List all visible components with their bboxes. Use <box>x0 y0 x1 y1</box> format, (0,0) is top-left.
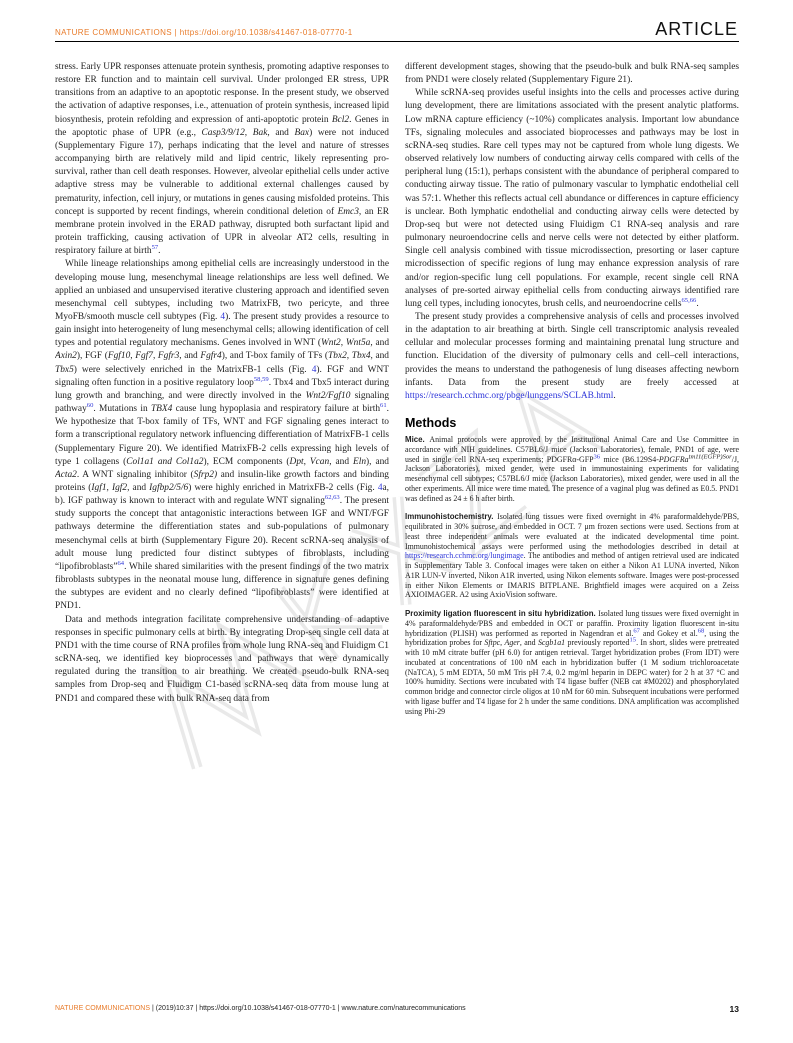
method-paragraph <box>405 512 739 600</box>
italic-gene-name: Igf2 <box>111 483 128 493</box>
text-run: , and <box>519 638 538 648</box>
italic-gene-name: Acta2 <box>55 469 77 480</box>
text-run: , an ER membrane protein involved in the ERAD pathway, disrupted both surfactant lipid and protein trafficking, causing activation of UPR in alveolar AT2 cells, resulting in respiratory failure at birth <box>55 206 389 257</box>
text-run: . In short, slides were pretreated with 10 mM citrate buffer (pH 6.0) for antigen retrieval. Target hybridization probes (From IDT) were incubated at concentrations of 100 nM each in hybridization buffer (1 M sodium trichloroacetate (NaTCA), 5 mM EDTA, 50 mM Tris pH 7.4, 0.2 mg/ml heparin in DEPC water) for 2 h at 37 °C and 100% humidity. Sections were incubated with T4 ligase buffer (NEB cat #M0202) and phosphorylated common bridge and connector circle oligos at 10 nM for 60 min. Subsequent incubations were performed with ligase buffer and T4 ligase for 2 h under the same conditions. DNA amplification was accomplished using Phi-29 <box>405 638 739 716</box>
italic-gene-name: Wnt5a <box>345 338 371 349</box>
method-paragraph <box>405 609 739 716</box>
text-run: , <box>130 351 136 362</box>
gene-allele-superscript: tm11(EGFP)Sor <box>688 452 732 460</box>
footer-journal-name: NATURE COMMUNICATIONS <box>55 1005 151 1012</box>
italic-gene-name: Emc3 <box>337 206 359 217</box>
text-run: ), and <box>366 456 389 467</box>
body-paragraph <box>55 614 389 706</box>
italic-gene-name: Tbx2 <box>328 351 347 362</box>
text-run: , and <box>370 338 389 349</box>
text-run: , using the hybridization probes for <box>405 628 739 648</box>
text-run: , <box>244 127 253 138</box>
italic-gene-name: Bax <box>294 127 310 138</box>
text-run: , <box>106 483 112 493</box>
method-section-label: Proximity ligation fluorescent in situ hybridization. <box>405 609 599 619</box>
reference-superscript[interactable]: 67 <box>633 626 640 634</box>
reference-superscript[interactable]: 64 <box>117 559 125 567</box>
text-run: /J, Jackson Laboratories), mixed gender, were used in immunostaining experiments for validating mesenchymal cell subtypes; C57BL6/J mice (Jackson Laboratories), mixed gender, were used in all the other experiments. All mice were time mated. The presence of a vaginal plug was defined as E0.5. PND1 was defined as 24 ± 6 h after birth. <box>405 454 739 503</box>
text-run: ) were selectively enriched in the MatrixFB-1 cells (Fig. <box>73 364 312 375</box>
italic-gene-name: TBX4 <box>150 404 173 415</box>
italic-gene-name: Casp3/9/12 <box>201 127 245 138</box>
text-run: , and <box>329 456 353 467</box>
journal-doi-line[interactable]: NATURE COMMUNICATIONS | https://doi.org/10.1038/s41467-018-07770-1 <box>55 28 353 37</box>
page-number: 13 <box>729 1004 739 1014</box>
text-run: different development stages, showing that the pseudo-bulk and bulk RNA-seq samples from PND1 were closely related (Supplementary Figure 21). <box>405 62 739 86</box>
italic-gene-name: Tbx5 <box>55 364 74 375</box>
body-paragraph <box>55 61 389 258</box>
text-run: , <box>340 338 346 349</box>
text-run: , and <box>267 127 295 138</box>
text-run: . Mutations in <box>93 404 151 415</box>
italic-gene-name: Bak <box>252 127 268 138</box>
text-run: ), and T-box family of TFs ( <box>221 351 329 362</box>
italic-gene-name: Dpt <box>289 456 304 467</box>
body-paragraph <box>55 258 389 613</box>
italic-gene-name: Fgf10 <box>107 351 131 362</box>
text-run: cause lung hypoplasia and respiratory failure at birth <box>172 404 381 415</box>
text-run: , <box>303 456 310 467</box>
text-run: ) were not induced (Supplementary Figure 17), perhaps indicating that the level and nature of stresses accompanying birth are relatively mild and lipid centric, likely representing pro-survival, rather than cell death responses. However, alveolar epithelial cells under active adaptive stress may be vulnerable to additional external challenges caused by prematurity, infection, cell injury, or mutations in genes causing misfolded proteins. This concept is supported by recent findings, wherein conditional deletion of <box>55 127 389 217</box>
reference-superscript[interactable]: 61 <box>380 401 387 409</box>
italic-gene-name: Col1a1 and Col1a2 <box>126 456 204 467</box>
inline-link[interactable]: 4 <box>220 311 226 322</box>
text-run: . The present study supports the concept that antagonistic interactions between IGF and WNT/FGF pathways determine the differentiation states and sub-populations of pulmonary mesenchymal cells at birth (Supplementary Figure 20). Recent scRNA-seq analysis of adult mouse lung predicted four distinct subtypes of fibroblasts, including “lipofibroblasts” <box>55 496 389 572</box>
italic-gene-name: Vcan <box>309 456 330 467</box>
left-column <box>55 61 389 999</box>
reference-superscript[interactable]: 62,63 <box>324 494 340 502</box>
italic-gene-name: Sftpc <box>484 638 501 648</box>
inline-link[interactable]: https://research.cchmc.org/lungimage <box>405 551 524 561</box>
italic-gene-name: Sfrp2) <box>193 469 218 480</box>
text-run: The present study provides a comprehensive analysis of cells and processes involved in the adaptation to air breathing at birth. Single cell transcriptomic analysis revealed cellular and molecular processes forming and maintaining prenatal lung structure and function. Elucidation of the diversity of pulmonary cells and cell–cell interactions, provides the means to understand the pathogenesis of lung diseases affecting newborn infants. Data from the present study are freely accessed at <box>405 311 739 388</box>
italic-gene-name: Wnt2/Fgf10 <box>305 390 351 401</box>
text-run: Animal protocols were approved by the Institutional Animal Care and Use Committee in accordance with NIH guidelines. C57BL6/J mice (Jackson Laboratories), female, PND1 of age, were used in single cell RNA-seq experiments; PDGFRα-GFP <box>405 435 739 464</box>
text-run: signaling pathway <box>55 390 389 415</box>
italic-gene-name: Igf1 <box>91 483 107 493</box>
italic-gene-name: Bcl2 <box>331 114 350 125</box>
text-run: . While shared similarities with the present findings of the two matrix fibroblasts subtypes in the neonatal mouse lung, difference in signature genes defining the subtypes are evident and no clearly defined “lipofibroblasts” were identified at PND1. <box>55 561 389 612</box>
text-run: . A WNT signaling inhibitor ( <box>76 469 194 480</box>
text-run: and Gokey et al. <box>639 628 698 638</box>
text-run: . <box>613 390 616 401</box>
method-section-label: Immunohistochemistry. <box>405 512 498 522</box>
text-run: ), FGF ( <box>76 351 108 362</box>
text-run: , and <box>127 483 150 493</box>
body-paragraph <box>405 311 739 403</box>
reference-superscript[interactable]: 36 <box>593 452 601 460</box>
reference-superscript[interactable]: 58,59 <box>253 375 269 383</box>
text-run: . The antibodies and method of antigen retrieval used are indicated in Supplementary Table 3. Confocal images were taken on either a Nikon A1 LUNA inverted, Nikon A1R LUN-V inverted, Nikon A1R inverted, using Nikon elements software. Images were post-processed in either Nikon Elements or IMARIS BITPLANE. Brightfield images were acquired on a Zeiss AXIOIMAGER. A2 using AxioVision software. <box>405 551 739 600</box>
text-run: Data and methods integration facilitate comprehensive understanding of adaptive responses in specific pulmonary cells at birth. By integrating Drop-seq single cell data at PND1 with the time course of RNA profiles from whole lung RNA-seq and Fluidigm C1 scRNA-seq, we identified key bioprocesses and pathways that were dynamically regulated during the transition to air breathing. We created pseudo-bulk RNA-seq samples from Drop-seq and Fluidigm C1-based scRNA-seq data from mouse lung at PND1 and compared these with bulk RNA-seq data from <box>55 614 389 704</box>
inline-link[interactable]: 4 <box>311 364 317 375</box>
right-column <box>405 61 739 999</box>
inline-link[interactable]: https://research.cchmc.org/pbge/lunggens/SCLAB.html <box>405 390 614 401</box>
text-run: a, b). IGF pathway is known to interact with and regulate WNT signaling <box>55 483 389 507</box>
italic-gene-name: Axin2 <box>55 351 77 362</box>
text-run: , <box>500 638 505 648</box>
text-run: While scRNA-seq provides useful insights into the cells and processes active during lung development, there are limitations associated with the present analytic platforms. Low mRNA capture efficiency (~10%) complicates analysis. Important low abundance TFs, signaling molecules and associated bioprocesses and pathways may be lost in scRNA-seq studies. Rare cell types may not be captured from whole lung digests. We observed relatively low numbers of conducting airway cells compared with cells of the peripheral lung (15:1), perhaps consistent with the abundance of peripheral compared to conducting airway tissue. The ratio of pulmonary vascular to lymphatic endothelial cell was 57:1. Whether this reflects actual cell abundance or differences in capture efficiency is unclear. Both lymphatic endothelial and conducting airway cells were detected by Drop-seq but were not detected using Fluidigm C1 RNA-seq analysis and rare pulmonary neuroendocrine cells and nerve cells were not detected by either platform. Single cell analysis combined with tissue microdissection, presorting or laser capture microdissection of specific regions of lung may enhance expression analysis of rare and/or region-specific lung cell populations. For example, recent single cell RNA analyses of pre-sorted airway epithelial cells from conducting airways identified rare lung cell types, including ionocytes, brush cells, and neuroendocrine cells <box>405 88 739 309</box>
reference-superscript[interactable]: 57 <box>151 244 159 252</box>
text-run: , <box>346 351 352 362</box>
text-run: . Genes in the apoptotic phase of UPR (e.g., <box>55 114 389 138</box>
text-run: . <box>158 246 161 257</box>
text-run: Isolated lung tissues were fixed overnight in 4% paraformaldehyde/PBS and embedded in OCT or paraffin. Proximity ligation fluorescent in-situ hybridization (PLISH) was performed as reported in Nagendran et al. <box>405 609 739 638</box>
text-run: ) were highly enriched in MatrixFB-2 cells (Fig. <box>188 483 378 493</box>
text-run: mice (B6.129S4- <box>600 454 659 464</box>
header-rule <box>55 41 739 42</box>
method-section-label: Mice. <box>405 435 430 445</box>
text-run: Isolated lung tissues were fixed overnight in 4% paraformaldehyde/PBS, equilibrated in 30% sucrose, and embedded in OCT. 7 μm frozen sections were used. Sections from at least three independent animals were evaluated at the indicated developmental time point. Immunohistochemical assays were performed using the methodologies described in detail at <box>405 512 739 551</box>
text-run: , and <box>370 351 389 362</box>
italic-gene-name: Fgfr4 <box>200 351 222 362</box>
text-run: , <box>152 351 158 362</box>
text-run: . <box>696 298 699 309</box>
text-run: While lineage relationships among epithelial cells are increasingly understood in the developing mouse lung, mesenchymal lineage relationships are less well defined. We applied an unbiased and unsupervised iterative clustering approach and identified seven mesenchymal cell subtypes, including two MatrixFB, two pericyte, and three MyoFB/smooth muscle cell subtypes (Fig. <box>55 259 389 322</box>
reference-superscript[interactable]: 60 <box>86 401 94 409</box>
method-paragraph <box>405 435 739 503</box>
text-run: and insulin-like growth factors and binding proteins ( <box>55 469 389 493</box>
italic-gene-name: Fgfr3 <box>157 351 180 362</box>
reference-superscript[interactable]: 15 <box>629 636 637 644</box>
inline-link[interactable]: 4 <box>377 483 383 493</box>
italic-gene-name: Eln <box>353 456 367 467</box>
text-run: . Tbx4 and Tbx5 interact during lung growth and branching, and were directly involved in the <box>55 377 389 401</box>
italic-gene-name: Ager <box>504 638 520 648</box>
text-run: stress. Early UPR responses attenuate protein synthesis, promoting adaptive responses to restore ER function and to maintain cell survival. Under prolonged ER stress, UPR transitions from an adaptive to an apoptotic response. In the present study, we observed the activation of adaptive responses, i.e., attenuation of protein synthesis, increased lipid biosynthesis, protein refolding and expression of anti-apoptotic protein <box>55 62 389 125</box>
text-run: . We hypothesize that T-box family of TFs, WNT and FGF signaling genes interact to form a transcriptional regulatory network influencing differentiation of MatrixFB-1 cells (Supplementary Figure 20). We identified MatrixFB-2 cells expressing high levels of type 1 collagens ( <box>55 404 389 467</box>
italic-gene-name: Igfbp2/5/6 <box>149 483 189 493</box>
italic-gene-name: Tbx4 <box>351 351 371 362</box>
body-paragraph <box>405 87 739 311</box>
text-run: ). The present study provides a resource to gain insight into heterogeneity of lung mesenchymal cells; allowing identification of cell types and potential regulatory mechanisms. Genes involved in WNT ( <box>55 311 389 349</box>
body-paragraph <box>405 61 739 87</box>
page-footer <box>55 1005 739 1012</box>
italic-gene-name: PDGFRa <box>658 454 689 464</box>
text-run: previously reported <box>565 638 630 648</box>
footer-citation: | (2019)10:37 | https://doi.org/10.1038/s41467-018-07770-1 | www.nature.com/naturecommunications <box>150 1005 466 1012</box>
text-run: ). FGF and WNT signaling often function in a positive regulatory loop <box>55 364 389 388</box>
italic-gene-name: Wnt2 <box>320 338 341 349</box>
methods-heading: Methods <box>405 416 457 431</box>
italic-gene-name: Fgf7 <box>135 351 153 362</box>
text-run: , and <box>179 351 201 362</box>
article-type-label: ARTICLE <box>655 19 738 39</box>
italic-gene-name: Scgb1a1 <box>537 638 566 648</box>
text-run: ), ECM components ( <box>203 456 290 467</box>
reference-superscript[interactable]: 68 <box>697 626 705 634</box>
reference-superscript[interactable]: 65,66 <box>681 296 697 304</box>
